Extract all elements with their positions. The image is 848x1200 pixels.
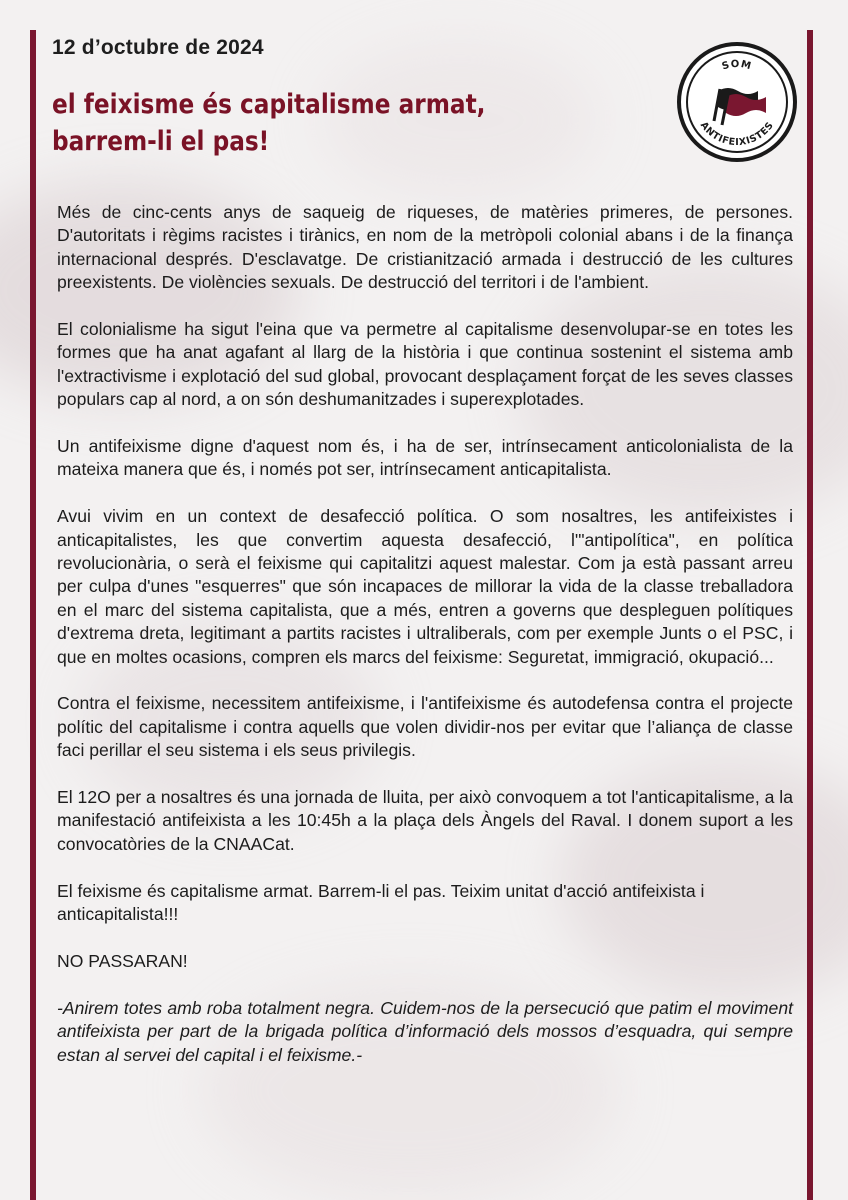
document-title: [52, 86, 485, 160]
right-border-bar: [807, 30, 813, 1200]
paragraph-anticolonial-antifascism: Un antifeixisme digne d'aquest nom és, i ha de ser, intrínsecament anticolonialista de la mateixa manera que és, i només pot ser, intrínsecament anticapitalista.: [57, 436, 793, 480]
logo-top-text: SOM: [720, 58, 754, 73]
paragraph-dress-code-note: -Anirem totes amb roba totalment negra. Cuidem-nos de la persecució que patim el moviment antifeixista per part de la brigada política d’informació dels mossos d’esquadra, qui sempre estan al servei del capital i el feixisme.-: [57, 997, 793, 1065]
som-antifeixistes-logo: [676, 41, 798, 163]
left-border-bar: [30, 30, 36, 1200]
document-date: 12 d’octubre de 2024: [52, 36, 264, 59]
title-line-1: el feixisme és capitalisme armat,: [52, 89, 486, 120]
paragraph-no-passaran: NO PASSARAN!: [57, 950, 188, 971]
paragraph-colonial-history: Més de cinc-cents anys de saqueig de riqueses, de matèries primeres, de persones. D'autoritats i règims racistes i tirànics, en nom de la metròpoli colonial abans i de la finança internacional després. D'esclavatge. De cristianització armada i destrucció de les cultures preexistents. De violències sexuals. De destrucció del territori i de l'ambient.: [57, 202, 793, 293]
title-line-2: barrem-li el pas!: [52, 126, 270, 157]
paragraph-self-defense: Contra el feixisme, necessitem antifeixisme, i l'antifeixisme és autodefensa contra el projecte polític del capitalisme i contra aquells que volen dividir-nos per evitar que l’aliança de classe faci perillar el seu sistema i els seus privilegis.: [57, 693, 793, 761]
logo-bottom-text: ANTIFEIXISTES: [697, 119, 777, 149]
paragraph-colonialism-capitalism: El colonialisme ha sigut l'eina que va permetre al capitalisme desenvolupar-se en totes les formes que ha anat agafant al llarg de la història i que continua sostenint el sistema amb l'extractivisme i explotació del sud global, provocant desplaçament forçat de les seves classes populars cap al nord, a on són deshumanitzades i superexplotades.: [57, 319, 793, 410]
document-body: [57, 201, 793, 1090]
paragraph-call-to-demonstration: El 12O per a nosaltres és una jornada de lluita, per això convoquem a tot l'anticapitalisme, a la manifestació antifeixista a les 10:45h a la plaça dels Àngels del Raval. I donem suport a les convocatòries de la CNAACat.: [57, 787, 793, 854]
paragraph-slogan: El feixisme és capitalisme armat. Barrem-li el pas. Teixim unitat d'acció antifeixista i anticapitalista!!!: [57, 880, 705, 925]
paragraph-political-disaffection: Avui vivim en un context de desafecció política. O som nosaltres, les antifeixistes i anticapitalistes, les que convertim aquesta desafecció, l'"antipolítica", en política revolucionària, o serà el feixisme qui capitalitzi aquest malestar. Com ja està passant arreu per culpa d'unes "esquerres" que són incapaces de millorar la vida de la classe treballadora en el marc del sistema capitalista, que a més, entren a governs que despleguen polítiques d'extrema dreta, legitimant a partits racistes i ultraliberals, com per exemple Junts o el PSC, i que en moltes ocasions, compren els marcs del feixisme: Seguretat, immigració, okupació...: [57, 506, 793, 667]
